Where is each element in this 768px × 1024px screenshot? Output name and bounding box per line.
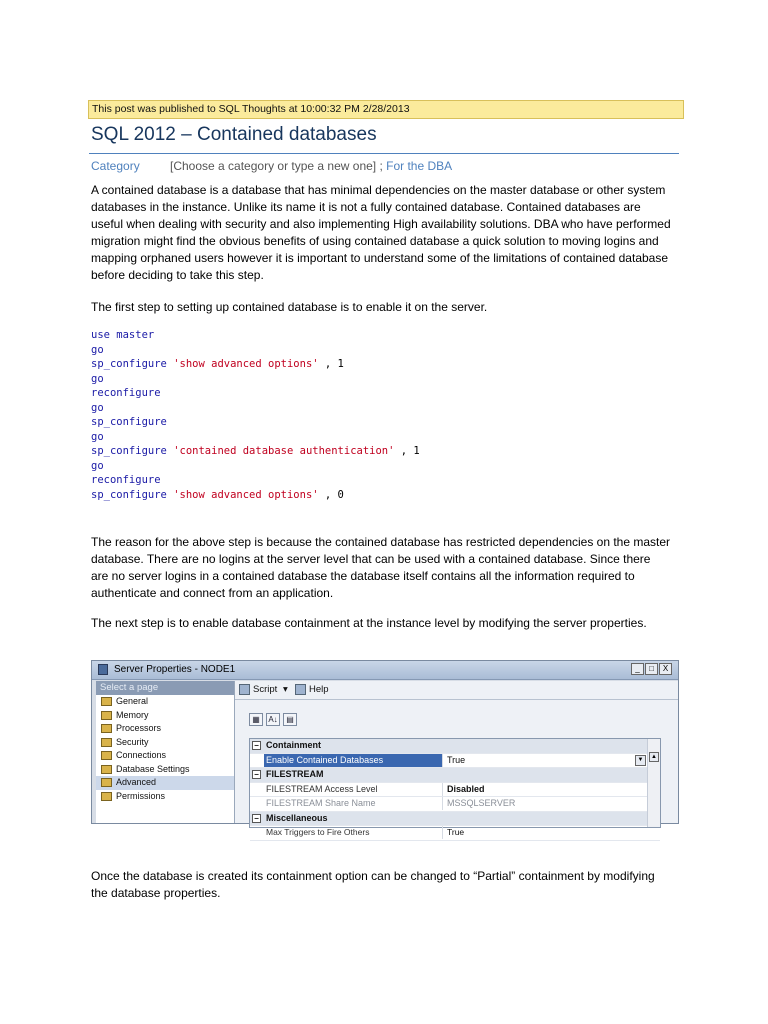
page-icon [101,765,112,774]
page-icon [101,724,112,733]
page-icon [101,697,112,706]
post-title: SQL 2012 – Contained databases [91,124,377,145]
code-line: go [91,372,104,385]
next-step-paragraph: The next step is to enable database containment at the instance level by modifying the server properties. [91,616,647,630]
page-item-database-settings[interactable]: Database Settings [96,763,234,777]
property-row-enable-contained[interactable] [250,754,660,769]
closing-paragraph: Once the database is created its containment option can be changed to “Partial” containment by modifying the database properties. [91,869,655,900]
page-item-memory[interactable]: Memory [96,709,234,723]
property-grid [249,738,661,837]
server-properties-screenshot [91,660,679,837]
code-line: sp_configure 'contained database authentication' , 1 [91,445,420,457]
category-row-miscellaneous[interactable]: − Miscellaneous [250,812,660,827]
page-icon [101,751,112,760]
dialog-titlebar [92,661,678,680]
code-line: sp_configure 'show advanced options' , 0 [91,488,344,501]
grid-sort-buttons [249,713,297,726]
category-row-filestream[interactable]: − FILESTREAM [250,768,660,783]
publish-banner: This post was published to SQL Thoughts at 10:00:32 PM 2/28/2013 [88,100,684,119]
page-item-connections[interactable]: Connections [96,749,234,763]
property-pages-icon[interactable]: ▤ [283,713,297,726]
property-value[interactable]: MSSQLSERVER [442,797,646,810]
page-icon [101,738,112,747]
title-divider [89,153,679,154]
script-icon[interactable] [239,684,250,695]
minimize-icon[interactable]: _ [631,663,644,675]
scroll-up-icon[interactable]: ▲ [649,752,659,762]
maximize-icon[interactable]: □ [645,663,658,675]
intro-paragraph: A contained database is a database that has minimal dependencies on the master database or other system databases in the instance. Unlike its name it is not a fully contained database. Contained databases are useful when dealing with security and also implementing High availability solutions. DBA who have performed migration might find the obvious benefits of using contained database a quick solution to moving logins and mapping orphaned users however it is important to understand some of the limitations of contained database before deciding to take this step. [91,183,671,282]
select-page-header: Select a page [96,681,234,695]
property-name: Max Triggers to Fire Others [266,827,370,837]
page-item-permissions[interactable]: Permissions [96,790,234,804]
alphabetical-icon[interactable]: A↓ [266,713,280,726]
page-item-processors[interactable]: Processors [96,722,234,736]
page-item-advanced[interactable]: Advanced [96,776,234,790]
page-item-security[interactable]: Security [96,736,234,750]
window-controls [631,663,672,675]
property-row-filestream-access[interactable] [250,783,660,798]
collapse-icon[interactable]: − [252,741,261,750]
page-icon [101,778,112,787]
script-dropdown-icon[interactable]: ▾ [283,684,288,695]
category-tag-link[interactable]: For the DBA [386,159,453,173]
category-value [170,158,452,174]
code-line: go [91,430,104,443]
property-value[interactable]: True [442,826,646,839]
code-line: reconfigure [91,387,161,399]
property-row-filestream-share[interactable] [250,797,660,812]
page-item-general[interactable]: General [96,695,234,709]
category-row-containment[interactable]: − Containment [250,739,660,754]
dropdown-arrow-icon[interactable]: ▼ [635,755,646,766]
code-line: go [91,401,104,414]
page-icon [101,792,112,801]
categorized-icon[interactable]: ▦ [249,713,263,726]
reason-paragraph: The reason for the above step is because the contained database has restricted dependencies on the master database. There are no logins at the server level that can be used with a contained database. Since there are no server logins in a contained database the database itself contains all the information required to authenticate and connect from an application. [91,535,671,600]
grid-scrollbar[interactable] [647,739,660,827]
code-line: sp_configure [91,416,167,428]
property-value[interactable]: True [442,754,646,767]
category-label: Category [91,159,140,173]
collapse-icon[interactable]: − [252,770,261,779]
property-value[interactable]: Disabled [442,783,646,796]
help-icon[interactable] [295,684,306,695]
first-step-paragraph: The first step to setting up contained database is to enable it on the server. [91,300,488,314]
property-name: FILESTREAM Access Level [266,783,378,794]
help-button[interactable]: Help [309,684,329,695]
code-line: sp_configure 'show advanced options' , 1 [91,358,344,370]
sql-code-block [91,328,420,502]
window-icon [98,664,108,675]
category-placeholder: [Choose a category or type a new one] ; [170,159,383,173]
property-name: FILESTREAM Share Name [266,798,376,808]
close-icon[interactable]: X [659,663,672,675]
properties-panel [235,681,678,837]
code-line: reconfigure [91,474,161,486]
collapse-icon[interactable]: − [252,814,261,823]
code-line: go [91,343,104,356]
code-line: go [91,459,104,472]
script-button[interactable]: Script [253,684,278,695]
page-list [96,681,235,823]
dialog-toolbar [235,681,678,700]
code-line: use master [91,329,155,341]
page-icon [101,711,112,720]
dialog-title: Server Properties - NODE1 [114,664,236,675]
property-row-cut[interactable] [250,826,660,841]
property-name: Enable Contained Databases [264,754,442,767]
